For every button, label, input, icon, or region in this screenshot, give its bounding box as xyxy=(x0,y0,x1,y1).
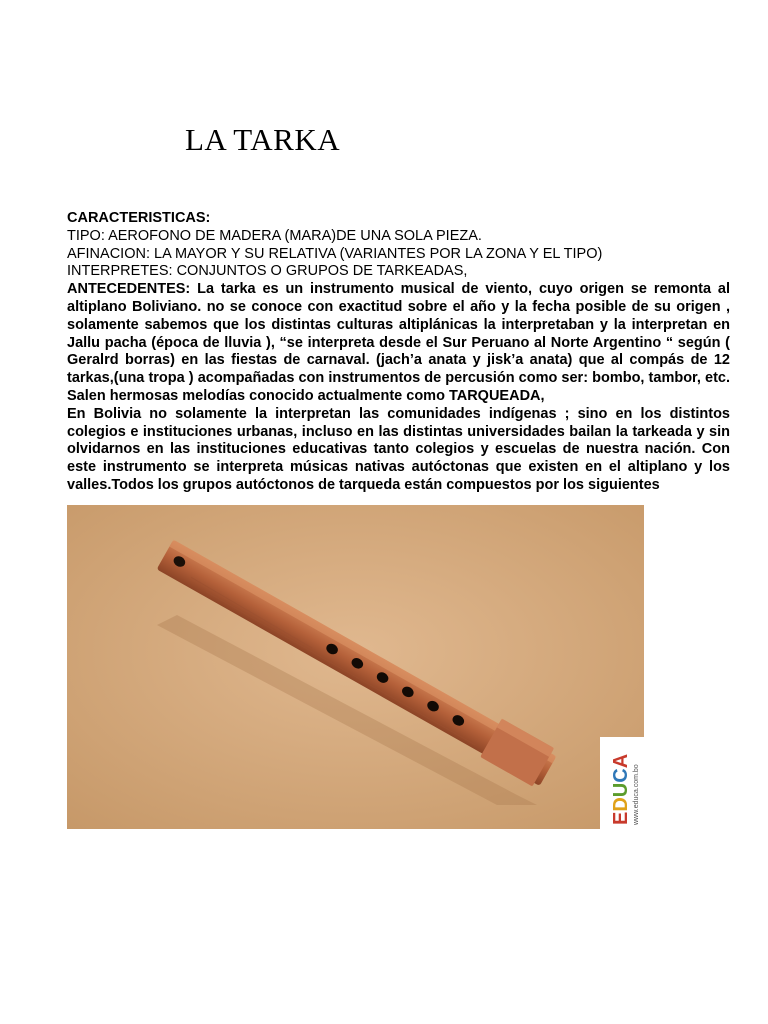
educa-logo xyxy=(600,737,644,829)
interpretes-line: INTERPRETES: CONJUNTOS O GRUPOS DE TARKEADAS, xyxy=(67,263,468,280)
antecedentes-paragraph xyxy=(67,281,730,406)
tarka-photo xyxy=(67,505,644,829)
tipo-line: TIPO: AEROFONO DE MADERA (MARA)DE UNA SOLA PIEZA. xyxy=(67,227,482,244)
caracteristicas-heading: CARACTERISTICAS: xyxy=(67,210,211,226)
tarka-illustration xyxy=(67,505,644,829)
document-body xyxy=(67,210,730,495)
page-title: LA TARKA xyxy=(185,122,341,157)
antecedentes-label: ANTECEDENTES: xyxy=(67,281,191,298)
bolivia-paragraph: En Bolivia no solamente la interpretan las comunidades indígenas ; sino en los distintos colegios e instituciones urbanas, incluso en las distintas universidades bailan la tarkeada y sin olvidarnos en las instituciones educativas tanto colegios y escuelas de nuestra nación. Con este instrumento se interpreta músicas nativas autóctonas que existen en el altiplano y los valles.Todos los grupos autóctonos de tarqueda están compuestos por los siguientes xyxy=(67,405,730,493)
svg-text:EDUCA: EDUCA xyxy=(610,753,632,825)
svg-text:www.educa.com.bo: www.educa.com.bo xyxy=(633,764,640,825)
antecedentes-text: La tarka es un instrumento musical de viento, cuyo origen se remonta al altiplano Boliviano. no se conoce con exactitud sobre el año y la fecha posible de su origen , solamente sabemos que los distintas culturas altiplánicas la interpretaban y la interpretan en Jallu pacha (época de lluvia ), “se interpreta desde el Sur Peruano al Norte Argentino “ según ( Geralrd borras) en las fiestas de carnaval. (jach’a anata y jisk’a anata) que al compás de 12 tarkas,(una tropa ) acompañadas con instrumentos de percusión como ser: bombo, tambor, etc. Salen hermosas melodías conocido actualmente como TARQUEADA, xyxy=(67,281,730,404)
afinacion-line: AFINACION: LA MAYOR Y SU RELATIVA (VARIANTES POR LA ZONA Y EL TIPO) xyxy=(67,245,603,262)
